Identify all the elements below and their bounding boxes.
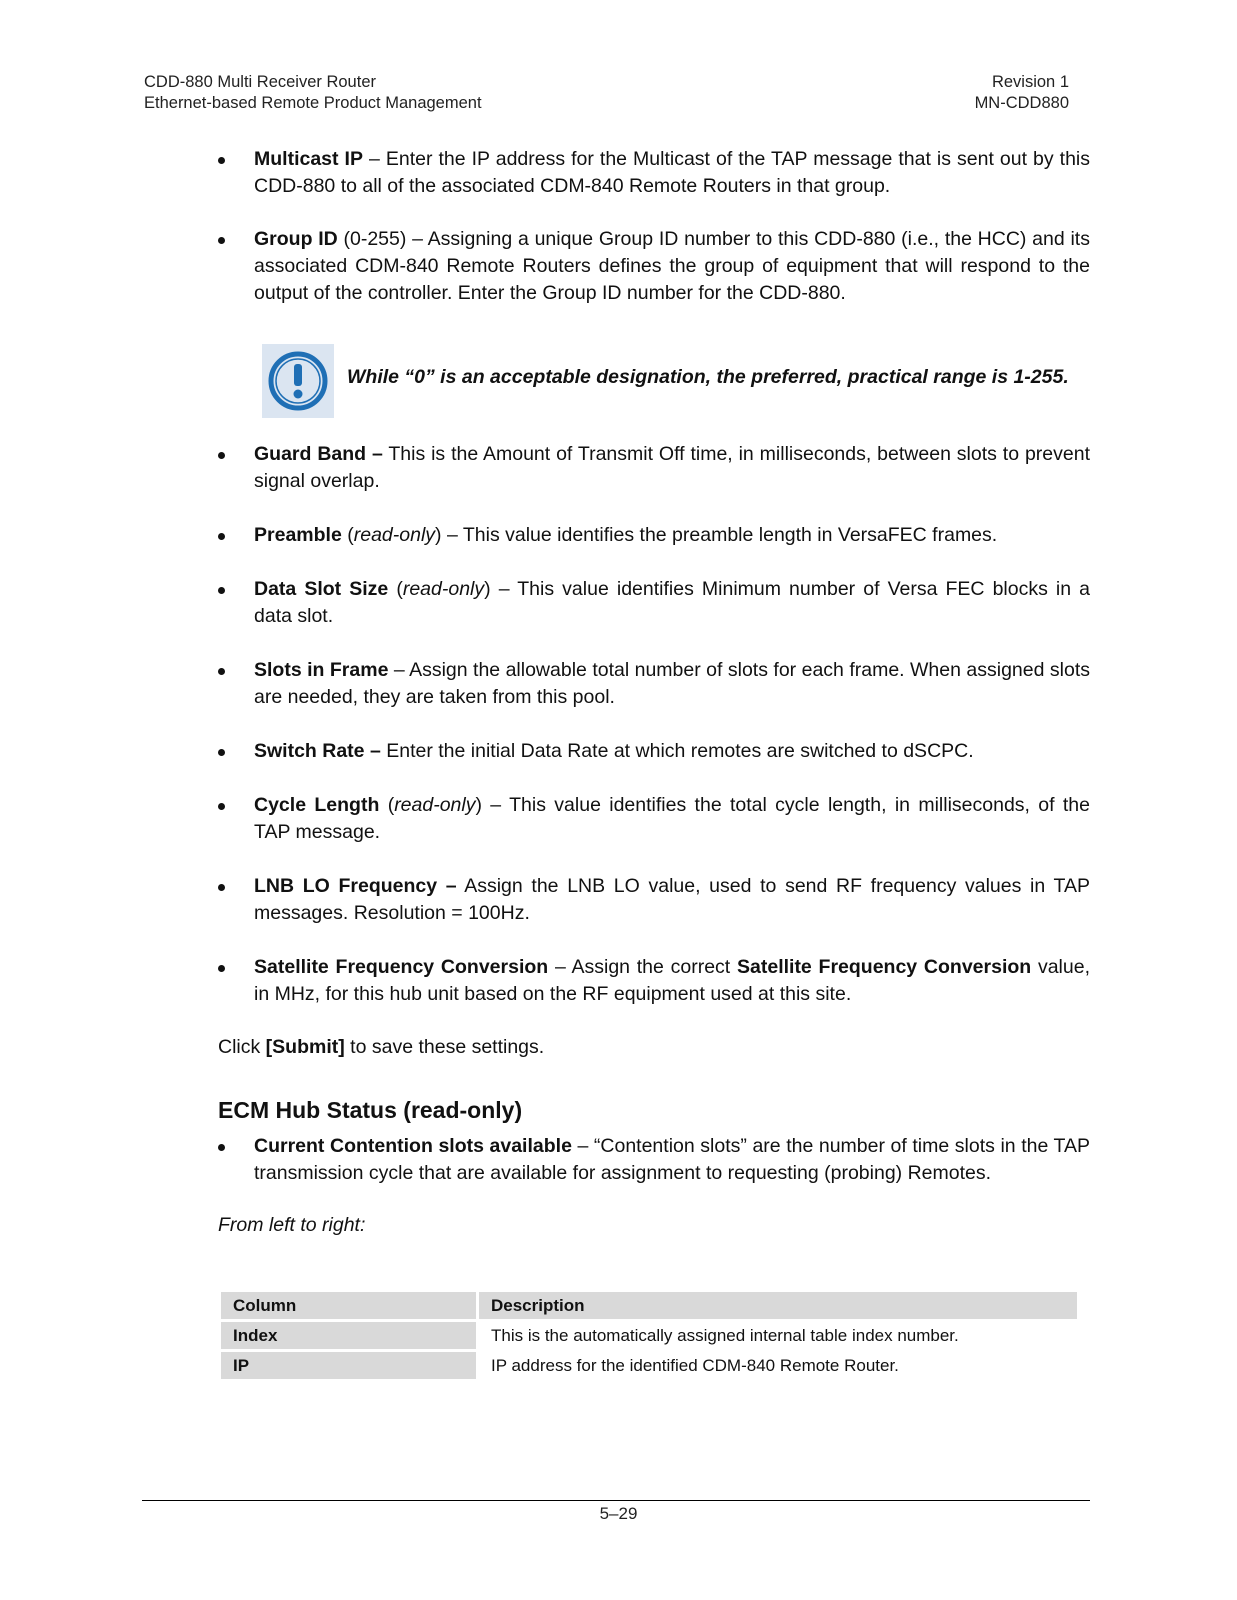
desc-sat-freq-b: value, in MHz, for this hub unit based on the RF equipment used at this site. xyxy=(254,956,1090,1005)
table-intro: From left to right: xyxy=(218,1214,366,1236)
bullet-dot xyxy=(218,452,225,459)
list-item-guard-band xyxy=(218,441,1090,495)
term-satellite-frequency-conversion: Satellite Frequency Conversion xyxy=(254,956,549,978)
list-item-slots-in-frame xyxy=(218,657,1090,711)
desc-lnb-lo-frequency: Assign the LNB LO value, used to send RF frequency values in TAP messages. Resolution = 100Hz. xyxy=(254,875,1090,924)
section-heading: ECM Hub Status (read-only) xyxy=(218,1097,523,1123)
read-only-tag: read-only xyxy=(353,524,436,546)
bullet-dot xyxy=(218,803,225,810)
term-guard-band: Guard Band – xyxy=(254,443,383,465)
term-preamble: Preamble xyxy=(254,524,342,546)
table-cell-column: Index xyxy=(221,1322,476,1349)
table-row xyxy=(221,1322,1077,1349)
submit-suffix: to save these settings. xyxy=(344,1036,545,1058)
doc-title: CDD-880 Multi Receiver Router xyxy=(144,73,376,91)
doc-revision: Revision 1 xyxy=(991,73,1069,91)
bullet-dot xyxy=(218,533,225,540)
term-multicast-ip: Multicast IP xyxy=(254,148,363,170)
submit-instruction xyxy=(218,1034,1237,1061)
paren-open: ( xyxy=(379,794,395,816)
list-item-contention-slots xyxy=(218,1133,1090,1187)
table-cell-column: IP xyxy=(221,1352,476,1379)
column-description-table xyxy=(218,1289,1080,1382)
bullet-dot xyxy=(218,884,225,891)
desc-slots-in-frame: – Assign the allowable total number of slots for each frame. When assigned slots are needed, they are taken from this pool. xyxy=(254,659,1090,708)
list-item-data-slot-size xyxy=(218,576,1090,630)
list-item-multicast-ip xyxy=(218,146,1090,200)
page-number: 5–29 xyxy=(599,1504,638,1523)
list-item-group-id xyxy=(218,226,1090,307)
table-cell-description: IP address for the identified CDM-840 Remote Router. xyxy=(491,1355,899,1375)
submit-button-ref: [Submit] xyxy=(265,1036,345,1058)
desc-data-slot-size: ) – This value identifies Minimum number of Versa FEC blocks in a data slot. xyxy=(254,578,1091,627)
term-data-slot-size: Data Slot Size xyxy=(254,578,389,600)
page-header-right xyxy=(975,72,1069,114)
doc-number: MN-CDD880 xyxy=(974,94,1069,112)
term-contention-slots: Current Contention slots available xyxy=(254,1135,572,1157)
list-item-lnb-lo-frequency xyxy=(218,873,1090,927)
bullet-dot xyxy=(218,587,225,594)
bullet-dot xyxy=(218,668,225,675)
bullet-dot xyxy=(218,965,225,972)
header-cell-description: Description xyxy=(479,1292,1077,1319)
paren-open: ( xyxy=(341,524,354,546)
submit-prefix: Click xyxy=(218,1036,266,1058)
term-lnb-lo-frequency: LNB LO Frequency – xyxy=(254,875,457,897)
desc-group-id: (0-255) – Assigning a unique Group ID number to this CDD-880 (i.e., the HCC) and its associated CDM-840 Remote Routers defines the group of equipment that will respond to the output of the controller. Enter the Group ID number for the CDD-880. xyxy=(254,228,1090,304)
note-text: While “0” is an acceptable designation, the preferred, practical range is 1-255. xyxy=(347,366,1069,388)
term-switch-rate: Switch Rate – xyxy=(254,740,381,762)
desc-preamble: ) – This value identifies the preamble length in VersaFEC frames. xyxy=(435,524,998,546)
table-cell-description: This is the automatically assigned internal table index number. xyxy=(491,1325,959,1345)
page-header-left xyxy=(144,72,482,114)
list-item-satellite-frequency-conversion xyxy=(218,954,1090,1008)
desc-contention-slots: – “Contention slots” are the number of time slots in the TAP transmission cycle that are available for assignment to requesting (probing) Remotes. xyxy=(254,1135,1090,1184)
paren-open: ( xyxy=(388,578,403,600)
footer-rule xyxy=(142,1500,1090,1501)
desc-cycle-length: ) – This value identifies the total cycle length, in milliseconds, of the TAP message. xyxy=(254,794,1090,843)
bullet-dot xyxy=(218,157,225,164)
list-item-cycle-length xyxy=(218,792,1090,846)
table-row xyxy=(221,1352,1077,1379)
term-satellite-frequency-conversion-inline: Satellite Frequency Conversion xyxy=(737,956,1032,978)
term-slots-in-frame: Slots in Frame xyxy=(254,659,389,681)
read-only-tag: read-only xyxy=(402,578,485,600)
note-icon-box xyxy=(262,344,334,418)
term-cycle-length: Cycle Length xyxy=(254,794,380,816)
term-group-id: Group ID xyxy=(254,228,338,250)
bullet-dot xyxy=(218,749,225,756)
exclamation-circle-icon xyxy=(267,350,329,412)
list-item-switch-rate xyxy=(218,738,1090,765)
desc-sat-freq-a: – Assign the correct xyxy=(548,956,737,978)
read-only-tag: read-only xyxy=(394,794,476,816)
doc-subtitle: Ethernet-based Remote Product Management xyxy=(144,94,482,112)
list-item-preamble xyxy=(218,522,1090,549)
desc-multicast-ip: – Enter the IP address for the Multicast of the TAP message that is sent out by this CDD-880 to all of the associated CDM-840 Remote Routers in that group. xyxy=(254,148,1090,197)
desc-switch-rate: Enter the initial Data Rate at which remotes are switched to dSCPC. xyxy=(380,740,974,762)
bullet-dot xyxy=(218,1144,225,1151)
desc-guard-band: This is the Amount of Transmit Off time, in milliseconds, between slots to prevent signal overlap. xyxy=(254,443,1090,492)
bullet-dot xyxy=(218,237,225,244)
table-header-row xyxy=(221,1292,1077,1319)
note-callout xyxy=(262,344,1092,418)
header-cell-column: Column xyxy=(221,1292,476,1319)
